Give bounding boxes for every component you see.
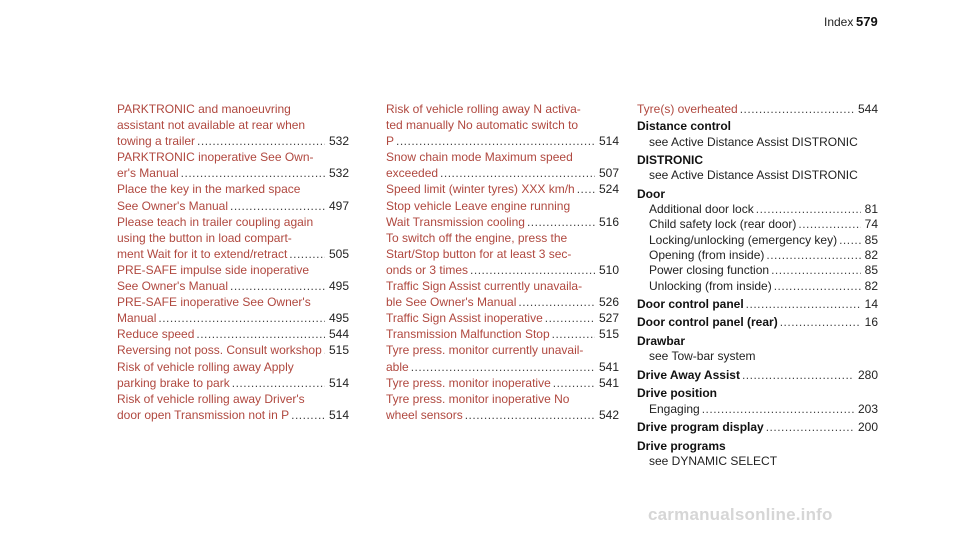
entry-text: Tyre press. monitor inoperative No xyxy=(386,391,570,406)
entry-text: Manual xyxy=(117,311,157,326)
leader-dots xyxy=(545,310,595,326)
subentry-text: see Active Distance Assist DISTRONIC xyxy=(649,134,858,149)
heading-text: Distance control xyxy=(637,119,732,134)
entry-page-number: 544 xyxy=(857,102,878,116)
entry-text: towing a trailer xyxy=(117,134,196,149)
leader-dots xyxy=(181,165,325,181)
index-entry-last-line xyxy=(386,359,619,375)
entry-text: PRE-SAFE inoperative See Owner's xyxy=(117,295,311,310)
entry-page-number: 495 xyxy=(328,279,349,294)
entry-page-number: 542 xyxy=(598,407,619,422)
index-entry-line xyxy=(386,342,619,358)
subentry-text: Unlocking (from inside) xyxy=(649,278,772,293)
heading-page-number: 200 xyxy=(857,420,878,435)
heading-page-number: 280 xyxy=(857,367,878,382)
index-heading[interactable] xyxy=(637,315,878,331)
leader-dots xyxy=(552,326,595,342)
subentry-text: Opening (from inside) xyxy=(649,248,765,263)
entry-text: exceeded xyxy=(386,166,439,181)
index-heading[interactable] xyxy=(637,187,878,203)
index-entry-last-line xyxy=(386,133,619,149)
index-column-1 xyxy=(117,101,349,423)
index-heading[interactable] xyxy=(637,386,878,402)
subentry-text: Engaging xyxy=(649,401,700,416)
leader-dots xyxy=(396,133,595,149)
entry-text: ment Wait for it to extend/retract xyxy=(117,246,288,261)
leader-dots xyxy=(766,248,860,263)
entry-text: able xyxy=(386,359,409,374)
entry-page-number: 541 xyxy=(598,359,619,374)
entry-page-number: 515 xyxy=(598,327,619,342)
subentry-page-number: 82 xyxy=(864,278,878,293)
leader-dots xyxy=(324,342,325,358)
entry-text: P xyxy=(386,134,395,149)
index-entry-line xyxy=(386,101,619,117)
index-entry-line xyxy=(117,214,349,230)
leader-dots xyxy=(465,407,595,423)
index-entry-link[interactable] xyxy=(386,149,619,181)
index-subentry[interactable] xyxy=(637,217,878,232)
index-subentry[interactable] xyxy=(637,402,878,417)
leader-dots xyxy=(232,375,325,391)
entry-text: Transmission Malfunction Stop xyxy=(386,327,550,342)
entry-page-number: 514 xyxy=(328,375,349,390)
leader-dots xyxy=(798,217,860,232)
entry-text: Stop vehicle Leave engine running xyxy=(386,198,571,213)
entry-text: Traffic Sign Assist currently unavaila- xyxy=(386,279,583,294)
index-entry-link[interactable] xyxy=(386,342,619,374)
index-entry-link[interactable] xyxy=(386,326,619,342)
leader-dots xyxy=(527,214,595,230)
index-entry-link[interactable] xyxy=(386,230,619,278)
entry-text: onds or 3 times xyxy=(386,262,469,277)
entry-text: Reversing not poss. Consult workshop xyxy=(117,343,322,358)
entry-page-number: 532 xyxy=(328,166,349,181)
entry-text: using the button in load compart- xyxy=(117,230,292,245)
index-entry-line xyxy=(117,230,349,246)
leader-dots xyxy=(553,375,595,391)
index-entry-link[interactable] xyxy=(117,294,349,326)
index-heading[interactable] xyxy=(637,297,878,313)
entry-text: See Owner's Manual xyxy=(117,279,229,294)
subentry-page-number: 85 xyxy=(864,232,878,247)
index-entry-last-line xyxy=(117,165,349,181)
subentry-page-number: 85 xyxy=(864,263,878,278)
entry-text: Risk of vehicle rolling away Driver's xyxy=(117,391,305,406)
leader-dots xyxy=(746,297,861,313)
index-column-3 xyxy=(637,101,878,469)
entry-text: PARKTRONIC inoperative See Own- xyxy=(117,150,314,165)
subentry-text: see Tow-bar system xyxy=(649,349,756,364)
entry-text: PARKTRONIC and manoeuvring xyxy=(117,102,291,116)
heading-text: Door control panel xyxy=(637,296,744,311)
leader-dots xyxy=(470,262,595,278)
index-heading[interactable] xyxy=(637,334,878,350)
leader-dots xyxy=(780,315,861,331)
index-entry-line xyxy=(117,359,349,375)
subentry-text: Locking/unlocking (emergency key) xyxy=(649,232,838,247)
leader-dots xyxy=(756,202,861,217)
index-entry-last-line xyxy=(386,181,619,197)
index-entry-link[interactable] xyxy=(386,310,619,326)
index-entry-line xyxy=(386,391,619,407)
heading-page-number: 16 xyxy=(864,315,878,330)
index-entry-line xyxy=(117,294,349,310)
watermark: carmanualsonline.info xyxy=(648,505,833,524)
index-entry-last-line xyxy=(117,246,349,262)
leader-dots xyxy=(740,101,854,117)
index-entry-last-line xyxy=(117,133,349,149)
index-subentry[interactable] xyxy=(637,263,878,278)
entry-page-number: 497 xyxy=(328,198,349,213)
heading-text: Door control panel (rear) xyxy=(637,315,778,330)
index-entry-link[interactable] xyxy=(117,359,349,391)
index-entry-last-line xyxy=(117,375,349,391)
index-subentry[interactable] xyxy=(637,135,878,150)
subentry-page-number: 203 xyxy=(857,401,878,416)
leader-dots xyxy=(766,420,854,436)
index-entry-line xyxy=(386,246,619,262)
subentry-page-number: 82 xyxy=(864,248,878,263)
index-entry-line xyxy=(386,230,619,246)
index-subentry[interactable] xyxy=(637,168,878,183)
entry-page-number: 524 xyxy=(598,182,619,197)
index-entry-link[interactable] xyxy=(386,181,619,197)
entry-text: ble See Owner's Manual xyxy=(386,295,517,310)
leader-dots xyxy=(774,279,861,294)
index-heading[interactable] xyxy=(637,439,878,455)
index-entry-last-line xyxy=(386,262,619,278)
leader-dots xyxy=(197,133,325,149)
subentry-text: Additional door lock xyxy=(649,202,754,217)
index-entry-last-line xyxy=(637,101,878,117)
index-heading[interactable] xyxy=(637,368,878,384)
index-entry-link[interactable] xyxy=(117,326,349,342)
entry-text: Wait Transmission cooling xyxy=(386,214,525,229)
heading-text: Drive programs xyxy=(637,438,726,453)
entry-page-number: 532 xyxy=(328,134,349,149)
entry-text: To switch off the engine, press the xyxy=(386,230,568,245)
leader-dots xyxy=(196,326,325,342)
index-entry-line xyxy=(117,149,349,165)
subentry-text: Child safety lock (rear door) xyxy=(649,217,797,232)
index-heading[interactable] xyxy=(637,153,878,169)
index-subentry[interactable] xyxy=(637,248,878,263)
index-entry-line xyxy=(117,181,349,197)
leader-dots xyxy=(440,165,595,181)
entry-text: Please teach in trailer coupling again xyxy=(117,214,314,229)
leader-dots xyxy=(230,198,325,214)
index-subentry[interactable] xyxy=(637,233,878,248)
entry-text: Reduce speed xyxy=(117,327,195,342)
heading-text: DISTRONIC xyxy=(637,152,703,167)
index-entry-link[interactable] xyxy=(117,391,349,423)
entry-text: Tyre(s) overheated xyxy=(637,102,738,116)
entry-text: Speed limit (winter tyres) XXX km/h xyxy=(386,182,575,197)
entry-text: Start/Stop button for at least 3 sec- xyxy=(386,246,572,261)
entry-page-number: 526 xyxy=(598,295,619,310)
index-entry-line xyxy=(117,391,349,407)
heading-text: Drive Away Assist xyxy=(637,367,740,382)
entry-page-number: 516 xyxy=(598,214,619,229)
entry-page-number: 495 xyxy=(328,311,349,326)
entry-page-number: 507 xyxy=(598,166,619,181)
index-entry-link[interactable] xyxy=(117,262,349,294)
index-entry-last-line xyxy=(386,294,619,310)
index-entry-last-line xyxy=(117,278,349,294)
index-entry-link[interactable] xyxy=(386,198,619,230)
entry-page-number: 527 xyxy=(598,311,619,326)
heading-text: Drive program display xyxy=(637,420,764,435)
index-entry-last-line xyxy=(386,310,619,326)
index-entry-last-line xyxy=(386,214,619,230)
subentry-page-number: 74 xyxy=(864,217,878,232)
index-entry-link[interactable] xyxy=(386,278,619,310)
index-subentry[interactable] xyxy=(637,454,878,469)
index-entry-line xyxy=(117,262,349,278)
entry-text: assistant not available at rear when xyxy=(117,118,306,133)
index-entry-link[interactable] xyxy=(117,181,349,213)
index-subentry[interactable] xyxy=(637,279,878,294)
leader-dots xyxy=(291,407,325,423)
leader-dots xyxy=(158,310,325,326)
entry-text: Tyre press. monitor inoperative xyxy=(386,375,551,390)
index-entry-last-line xyxy=(117,198,349,214)
entry-text: See Owner's Manual xyxy=(117,198,229,213)
entry-text: wheel sensors xyxy=(386,407,463,422)
entry-page-number: 544 xyxy=(328,327,349,342)
leader-dots xyxy=(518,294,595,310)
leader-dots xyxy=(577,181,595,197)
entry-page-number: 515 xyxy=(328,343,349,358)
entry-text: PRE-SAFE impulse side inoperative xyxy=(117,262,310,277)
leader-dots xyxy=(230,278,325,294)
leader-dots xyxy=(289,246,325,262)
index-entry-link[interactable] xyxy=(117,214,349,262)
subentry-text: see Active Distance Assist DISTRONIC xyxy=(649,168,858,183)
page-header xyxy=(0,15,960,35)
entry-page-number: 514 xyxy=(598,134,619,149)
entry-text: Place the key in the marked space xyxy=(117,182,301,197)
entry-text: er's Manual xyxy=(117,166,179,181)
index-entry-last-line xyxy=(386,375,619,391)
index-entry-last-line xyxy=(386,165,619,181)
entry-text: Snow chain mode Maximum speed xyxy=(386,150,573,165)
entry-page-number: 505 xyxy=(328,246,349,261)
index-subentry[interactable] xyxy=(637,202,878,217)
leader-dots xyxy=(839,233,861,248)
entry-text: Traffic Sign Assist inoperative xyxy=(386,311,543,326)
index-entry-link[interactable] xyxy=(386,375,619,391)
entry-text: Tyre press. monitor currently unavail- xyxy=(386,343,584,358)
index-entry-link[interactable] xyxy=(117,342,349,358)
index-entry-last-line xyxy=(386,407,619,423)
index-heading[interactable] xyxy=(637,119,878,135)
entry-text: parking brake to park xyxy=(117,375,230,390)
heading-text: Drive position xyxy=(637,386,718,401)
entry-text: Risk of vehicle rolling away Apply xyxy=(117,359,294,374)
index-entry-line xyxy=(386,149,619,165)
subentry-text: Power closing function xyxy=(649,263,770,278)
index-entry-last-line xyxy=(117,310,349,326)
subentry-text: see DYNAMIC SELECT xyxy=(649,454,778,469)
index-entry-line xyxy=(386,117,619,133)
header-index-label: Index xyxy=(824,15,854,29)
index-entry-link[interactable] xyxy=(117,101,349,149)
leader-dots xyxy=(742,368,854,384)
header-page-number: 579 xyxy=(856,14,878,29)
heading-text: Drawbar xyxy=(637,333,686,348)
index-heading[interactable] xyxy=(637,420,878,436)
index-entry-last-line xyxy=(117,326,349,342)
index-entry-last-line xyxy=(386,326,619,342)
heading-page-number: 14 xyxy=(864,296,878,311)
entry-text: Risk of vehicle rolling away N activa- xyxy=(386,102,581,116)
entry-page-number: 541 xyxy=(598,375,619,390)
entry-page-number: 514 xyxy=(328,407,349,422)
leader-dots xyxy=(411,359,595,375)
index-entry-line xyxy=(386,278,619,294)
entry-text: ted manually No automatic switch to xyxy=(386,118,579,133)
index-entry-link[interactable] xyxy=(637,101,878,117)
index-entry-link[interactable] xyxy=(386,101,619,149)
leader-dots xyxy=(702,402,854,417)
index-subentry[interactable] xyxy=(637,349,878,364)
index-entry-line xyxy=(386,198,619,214)
index-entry-last-line xyxy=(117,342,349,358)
index-entry-link[interactable] xyxy=(117,149,349,181)
index-entry-link[interactable] xyxy=(386,391,619,423)
heading-text: Door xyxy=(637,186,665,201)
leader-dots xyxy=(771,263,861,278)
entry-text: door open Transmission not in P xyxy=(117,407,290,422)
index-entry-line xyxy=(117,101,349,117)
index-entry-line xyxy=(117,117,349,133)
index-entry-last-line xyxy=(117,407,349,423)
entry-page-number: 510 xyxy=(598,262,619,277)
index-column-2 xyxy=(386,101,619,423)
subentry-page-number: 81 xyxy=(864,202,878,217)
